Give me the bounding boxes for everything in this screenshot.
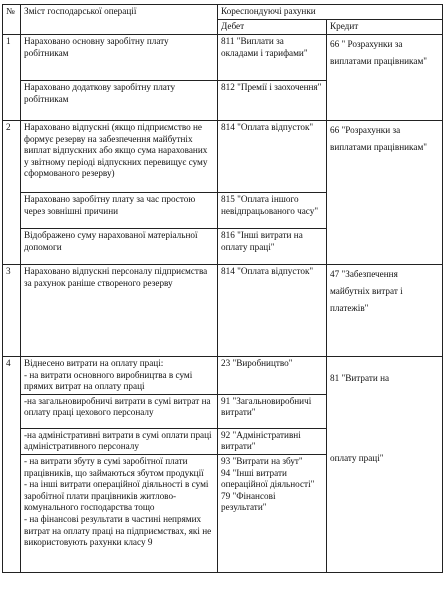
row-credit: 47 "Забезпечення майбутніх витрат і платежів" <box>327 265 443 357</box>
row-debit: 815 "Оплата іншого невідпрацьованого часу" <box>218 193 327 229</box>
row-content: Нараховано відпускні персоналу підприємства за рахунок раніше створеного резерву <box>21 265 218 357</box>
row-num: 4 <box>3 357 21 573</box>
accounting-table <box>2 4 443 573</box>
row-debit: 816 "Інші витрати на оплату праці" <box>218 229 327 265</box>
row-content: Нараховано заробітну плату за час простою через зовнішні причини <box>21 193 218 229</box>
row-content: Нараховано відпускні (якщо підприємство не формує резерву на забезпечення майбутніх виплат відпускних або якщо сума нарахованих у звітному періоді відпускних перевищує суму сформованого резерву) <box>21 121 218 193</box>
row-debit: 93 "Витрати на збут" 94 "Інші витрати операційної діяльності" 79 "Фінансові результати" <box>218 454 327 572</box>
row-debit: 91 "Загальновиробничі витрати" <box>218 394 327 428</box>
row-debit: 23 "Виробництво" <box>218 357 327 395</box>
header-content: Зміст господарської операції <box>21 5 218 35</box>
header-debit: Дебет <box>218 20 327 35</box>
row-num: 3 <box>3 265 21 357</box>
header-accounts: Кореспондуючі рахунки <box>218 5 443 20</box>
header-row <box>3 5 443 20</box>
row-content: Віднесено витрати на оплату праці: - на витрати основного виробництва в сумі прямих витрат на оплату праці <box>21 357 218 395</box>
credit-line-2: оплату праці" <box>330 453 384 464</box>
row-content: Відображено суму нарахованої матеріальної допомоги <box>21 229 218 265</box>
row-debit: 814 "Оплата відпусток" <box>218 121 327 193</box>
row-content: -на загальновиробничі витрати в сумі витрат на оплату праці цехового персоналу <box>21 394 218 428</box>
table-row <box>3 35 443 81</box>
row-credit: 66 "Розрахунки за виплатами працівникам" <box>327 121 443 265</box>
row-debit: 811 "Виплати за окладами і тарифами" <box>218 35 327 81</box>
table-row <box>3 265 443 357</box>
row-num: 1 <box>3 35 21 121</box>
row-debit: 814 "Оплата відпусток" <box>218 265 327 357</box>
row-debit: 92 "Адміністративні витрати" <box>218 428 327 454</box>
row-credit: 66 " Розрахунки за виплатами працівникам" <box>327 35 443 121</box>
row-credit <box>327 357 443 573</box>
table-row <box>3 121 443 193</box>
row-num: 2 <box>3 121 21 265</box>
header-credit: Кредит <box>327 20 443 35</box>
row-content: Нараховано основну заробітну плату робітникам <box>21 35 218 81</box>
row-content: Нараховано додаткову заробітну плату робітникам <box>21 81 218 121</box>
table-row <box>3 357 443 395</box>
row-debit: 812 "Премії і заохочення" <box>218 81 327 121</box>
row-content: -на адміністративні витрати в сумі оплати праці адміністративного персоналу <box>21 428 218 454</box>
header-num: № <box>3 5 21 35</box>
row-content: - на витрати збуту в сумі заробітної плати працівників, що займаються збутом продукції - на інші витрати операційної діяльності в сумі заробітної плати працівників житлово-комунального господарства тощо - на фінансові результати в частині непрямих витрат на оплату праці на підприємствах, які не використовують рахунки класу 9 <box>21 454 218 572</box>
credit-line-1: 81 "Витрати на <box>330 372 390 383</box>
